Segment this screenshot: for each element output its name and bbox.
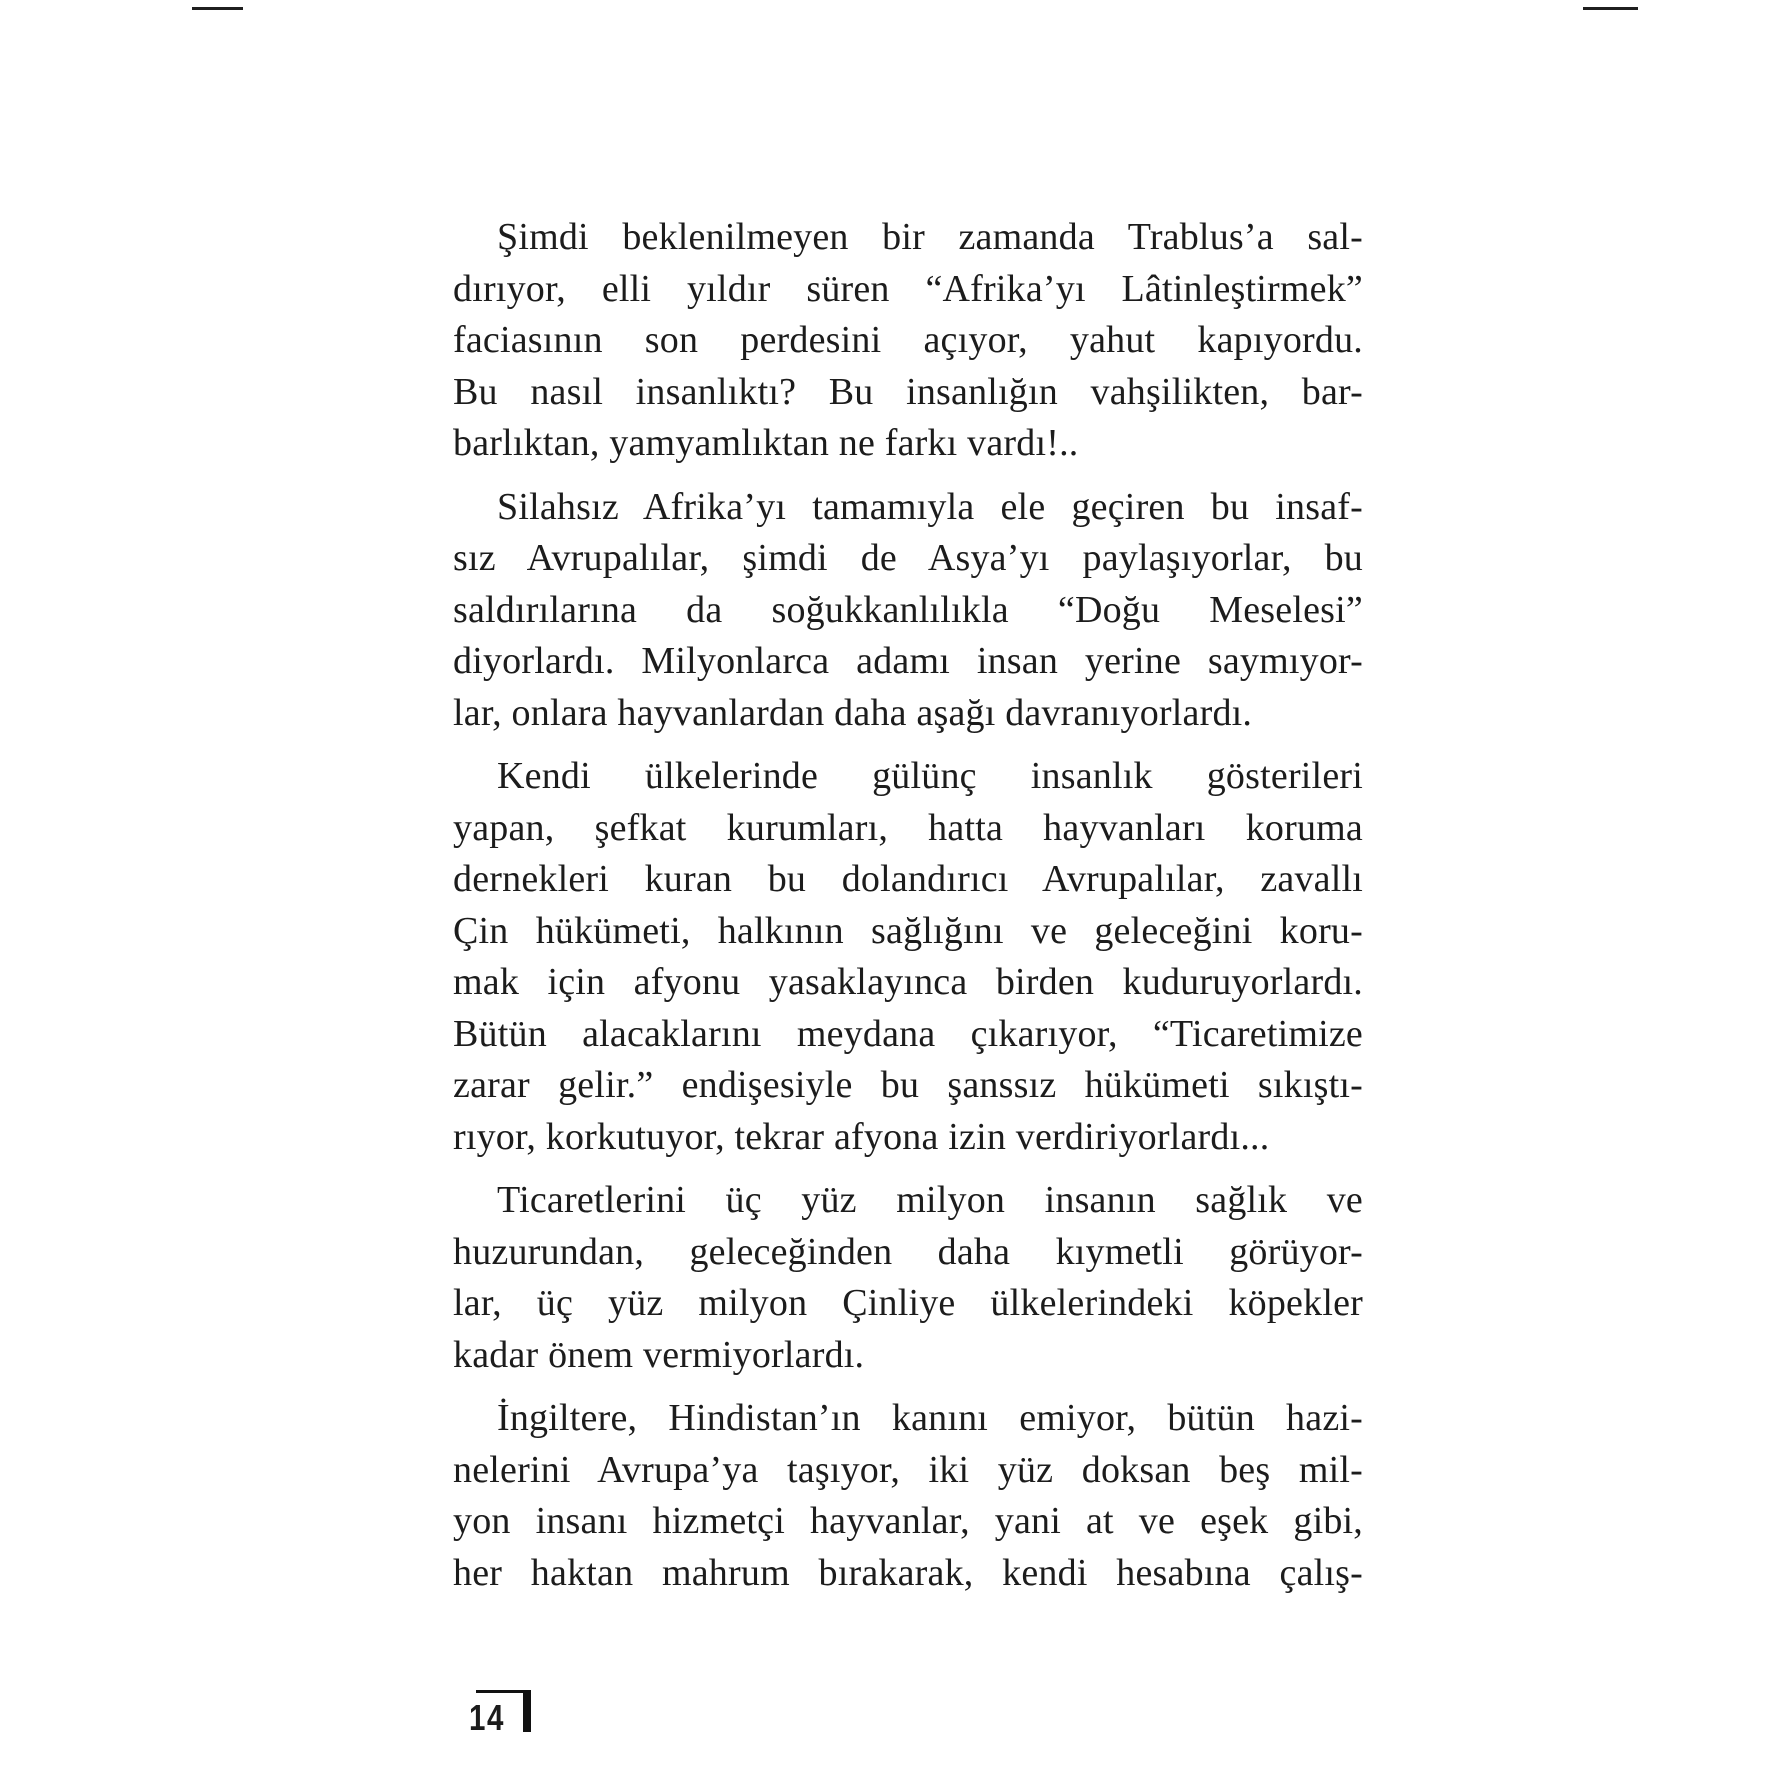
paragraph bbox=[453, 751, 1363, 1163]
text-line: Çin hükümeti, halkının sağlığını ve geleceğini koru- bbox=[453, 909, 1363, 952]
text-line: zarar gelir.” endişesiyle bu şanssız hükümeti sıkıştı- bbox=[453, 1064, 1363, 1106]
text-line: lar, onlara hayvanlardan daha aşağı davranıyorlardı. bbox=[453, 691, 1253, 734]
paragraph bbox=[453, 212, 1363, 470]
page-number: 14 bbox=[469, 1697, 506, 1738]
text-line: Kendi ülkelerinde gülünç insanlık gösterileri bbox=[497, 755, 1363, 797]
top-left-rule bbox=[192, 7, 243, 10]
top-right-rule bbox=[1583, 7, 1638, 10]
text-line: barlıktan, yamyamlıktan ne farkı vardı!.. bbox=[453, 422, 1079, 464]
text-line: Ticaretlerini üç yüz milyon insanın sağlık ve bbox=[497, 1179, 1363, 1221]
text-line: kadar önem vermiyorlardı. bbox=[453, 1333, 865, 1376]
text-line: yapan, şefkat kurumları, hatta hayvanları koruma bbox=[453, 806, 1363, 849]
text-line: sız Avrupalılar, şimdi de Asya’yı paylaşıyorlar, bu bbox=[453, 537, 1363, 579]
text-line: huzurundan, geleceğinden daha kıymetli görüyor- bbox=[453, 1230, 1363, 1273]
text-line: yon insanı hizmetçi hayvanlar, yani at ve eşek gibi, bbox=[453, 1500, 1363, 1542]
text-line: rıyor, korkutuyor, tekrar afyona izin verdiriyorlardı... bbox=[453, 1115, 1270, 1158]
text-line: mak için afyonu yasaklayınca birden kuduruyorlardı. bbox=[453, 961, 1363, 1003]
text-line: lar, üç yüz milyon Çinliye ülkelerindeki köpekler bbox=[453, 1282, 1363, 1324]
text-line: Bu nasıl insanlıktı? Bu insanlığın vahşilikten, bar- bbox=[453, 370, 1363, 413]
body-text bbox=[453, 212, 1363, 1611]
paragraph bbox=[453, 482, 1363, 740]
text-line: faciasının son perdesini açıyor, yahut kapıyordu. bbox=[453, 319, 1363, 361]
text-line: saldırılarına da soğukkanlılıkla “Doğu Meselesi” bbox=[453, 588, 1363, 631]
footer-corner-bar bbox=[523, 1690, 531, 1732]
text-line: her haktan mahrum bırakarak, kendi hesabına çalış- bbox=[453, 1551, 1363, 1594]
text-line: diyorlardı. Milyonlarca adamı insan yerine saymıyor- bbox=[453, 640, 1363, 682]
text-line: Şimdi beklenilmeyen bir zamanda Trablus’a sal- bbox=[497, 216, 1363, 258]
paragraph bbox=[453, 1393, 1363, 1599]
text-line: dernekleri kuran bu dolandırıcı Avrupalılar, zavallı bbox=[453, 858, 1363, 900]
text-line: İngiltere, Hindistan’ın kanını emiyor, bütün hazi- bbox=[497, 1397, 1363, 1439]
paragraph bbox=[453, 1175, 1363, 1381]
text-line: nelerini Avrupa’ya taşıyor, iki yüz doksan beş mil- bbox=[453, 1448, 1363, 1491]
text-line: Silahsız Afrika’yı tamamıyla ele geçiren bu insaf- bbox=[497, 485, 1363, 528]
text-line: dırıyor, elli yıldır süren “Afrika’yı Lâtinleştirmek” bbox=[453, 267, 1363, 310]
text-line: Bütün alacaklarını meydana çıkarıyor, “Ticaretimize bbox=[453, 1012, 1363, 1055]
